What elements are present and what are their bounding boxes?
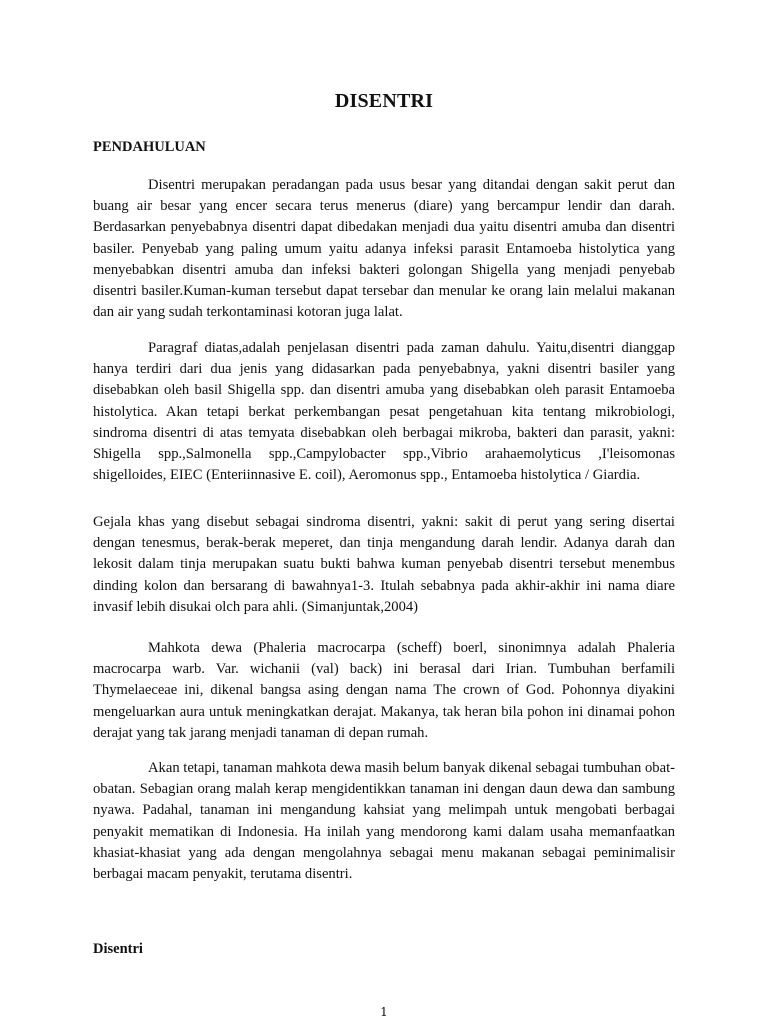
page-number: 1 — [380, 1005, 388, 1019]
paragraph-5: Akan tetapi, tanaman mahkota dewa masih belum banyak dikenal sebagai tumbuhan obat-obatan. Sebagian orang malah kerap mengidentikkan tanaman ini dengan daun dewa dan sambung nyawa. Padahal, tanaman ini mengandung kahsiat yang melimpah untuk mengobati berbagai penyakit mematikan di Indonesia. Ha inilah yang mendorong kami dalam usaha memanfaatkan khasiat-khasiat yang ada dengan mengolahnya sebagai menu makanan sebagai peminimalisir berbagai macam penyakit, terutama disentri. — [93, 760, 675, 883]
paragraph-4: Mahkota dewa (Phaleria macrocarpa (scheff) boerl, sinonimnya adalah Phaleria macrocarpa warb. Var. wichanii (val) back) ini berasal dari Irian. Tumbuhan berfamili Thymelaeceae ini, dikenal bangsa asing dengan nama The crown of God. Pohonnya diyakini mengeluarkan aura untuk meningkatkan derajat. Makanya, tak heran bila pohon ini dinamai pohon derajat yang tak jarang menjadi tanaman di depan rumah. — [93, 640, 675, 741]
section-heading-disentri: Disentri — [93, 941, 143, 957]
document-title: DISENTRI — [334, 90, 434, 112]
paragraph-2: Paragraf diatas,adalah penjelasan disentri pada zaman dahulu. Yaitu,disentri dianggap hanya terdiri dari dua jenis yang didasarkan pada penyebabnya, yakni disentri basiler yang disebabkan oleh basil Shigella spp. dan disentri amuba yang disebabkan oleh parasit Entamoeba histolytica. Akan tetapi berkat perkembangan pesat pengetahuan kita tentang mikrobiologi, sindroma disentri di atas temyata disebabkan oleh berbagai mikroba, bakteri dan parasit, yakni: Shigella spp.,Salmonella spp.,Campylobacter spp.,Vibrio arahaemolyticus ,I'leisomonas shigelloides, EIEC (Enteriinnasive E. coil), Aeromonus spp., Entamoeba histolytica / Giardia. — [93, 340, 675, 484]
paragraph-3: Gejala khas yang disebut sebagai sindroma disentri, yakni: sakit di perut yang sering disertai dengan tenesmus, berak-berak meperet, dan tinja mengandung darah lendir. Adanya darah dan lekosit dalam tinja merupakan suatu bukti bahwa kuman penyebab disentri tersebut menembus dinding kolon dan bersarang di bawahnya1-3. Itulah sebabnya pada akhir-akhir ini nama diare invasif lebih disukai olch para ahli. (Simanjuntak,2004) — [93, 514, 675, 615]
paragraph-1: Disentri merupakan peradangan pada usus besar yang ditandai dengan sakit perut dan buang air besar yang encer secara terus menerus (diare) yang bercampur lendir dan darah. Berdasarkan penyebabnya disentri dapat dibedakan menjadi dua yaitu disentri amuba dan disentri basiler. Penyebab yang paling umum yaitu adanya infeksi parasit Entamoeba histolytica yang menyebabkan disentri amuba dan infeksi bakteri golongan Shigella yang menjadi penyebab disentri basiler.Kuman-kuman tersebut dapat tersebar dan menular ke orang lain melalui makanan dan air yang sudah terkontaminasi kotoran juga lalat. — [93, 177, 675, 321]
section-heading-pendahuluan: PENDAHULUAN — [93, 139, 206, 155]
